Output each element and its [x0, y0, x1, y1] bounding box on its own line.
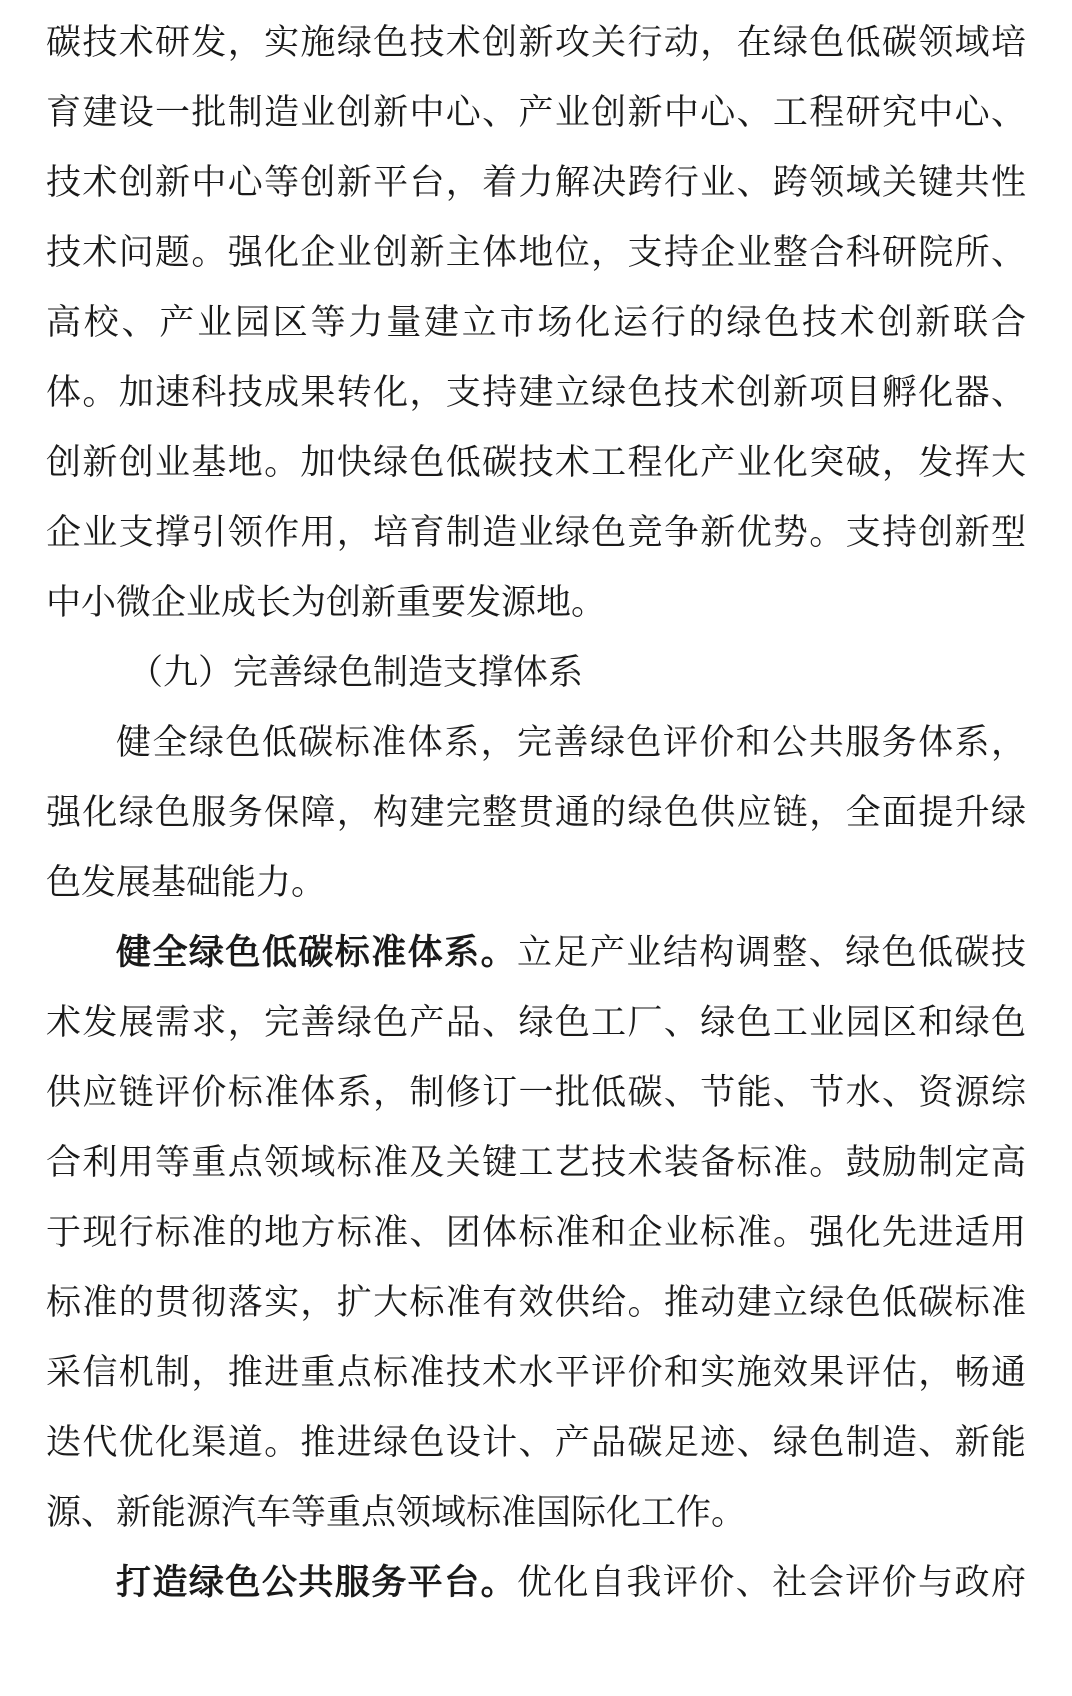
paragraph-standards-system — [46, 918, 1026, 1548]
text-line: 于现行标准的地方标准、团体标准和企业标准。强化先进适用 — [46, 1213, 1026, 1253]
text-line: 高校、产业园区等力量建立市场化运行的绿色技术创新联合 — [46, 303, 1026, 343]
text-line: 技术创新中心等创新平台，着力解决跨行业、跨领域关键共性 — [46, 163, 1026, 203]
text-line: 术发展需求，完善绿色产品、绿色工厂、绿色工业园区和绿色 — [46, 1003, 1026, 1043]
text-line: 迭代优化渠道。推进绿色设计、产品碳足迹、绿色制造、新能 — [46, 1423, 1026, 1463]
text-line: 源、新能源汽车等重点领域标准国际化工作。 — [46, 1493, 747, 1533]
text-line: 育建设一批制造业创新中心、产业创新中心、工程研究中心、 — [46, 93, 1026, 133]
text-line: 健全绿色低碳标准体系，完善绿色评价和公共服务体系， — [116, 723, 1026, 763]
text-line — [46, 918, 1026, 988]
text-line: 强化绿色服务保障，构建完整贯通的绿色供应链，全面提升绿 — [46, 793, 1026, 833]
text-line: 标准的贯彻落实，扩大标准有效供给。推动建立绿色低碳标准 — [46, 1283, 1026, 1323]
section-heading: （九）完善绿色制造支撑体系 — [128, 653, 584, 693]
text-line: 创新创业基地。加快绿色低碳技术工程化产业化突破，发挥大 — [46, 443, 1026, 483]
text-line: 色发展基础能力。 — [46, 863, 327, 903]
text-line: 合利用等重点领域标准及关键工艺技术装备标准。鼓励制定高 — [46, 1143, 1026, 1183]
text-line: 技术问题。强化企业创新主体地位，支持企业整合科研院所、 — [46, 233, 1026, 273]
paragraph-tech-innovation — [46, 8, 1026, 638]
text-line: 企业支撑引领作用，培育制造业绿色竞争新优势。支持创新型 — [46, 513, 1026, 553]
text-line: 中小微企业成长为创新重要发源地。 — [46, 583, 607, 623]
text-line — [46, 1548, 1026, 1618]
text-line: 采信机制，推进重点标准技术水平评价和实施效果评估，畅通 — [46, 1353, 1026, 1393]
paragraph-lead-title: 打造绿色公共服务平台。 — [116, 1562, 518, 1603]
text-line: 供应链评价标准体系，制修订一批低碳、节能、节水、资源综 — [46, 1073, 1026, 1113]
text-line: 碳技术研发，实施绿色技术创新攻关行动，在绿色低碳领域培 — [46, 23, 1026, 63]
paragraph-lead-rest: 立足产业结构调整、绿色低碳技 — [517, 933, 1026, 973]
paragraph-lead-rest: 优化自我评价、社会评价与政府 — [517, 1563, 1026, 1603]
paragraph-public-service-platform — [46, 1548, 1026, 1618]
text-line: 体。加速科技成果转化，支持建立绿色技术创新项目孵化器、 — [46, 373, 1026, 413]
paragraph-support-system-intro — [46, 708, 1026, 918]
paragraph-lead-title: 健全绿色低碳标准体系。 — [116, 932, 518, 973]
